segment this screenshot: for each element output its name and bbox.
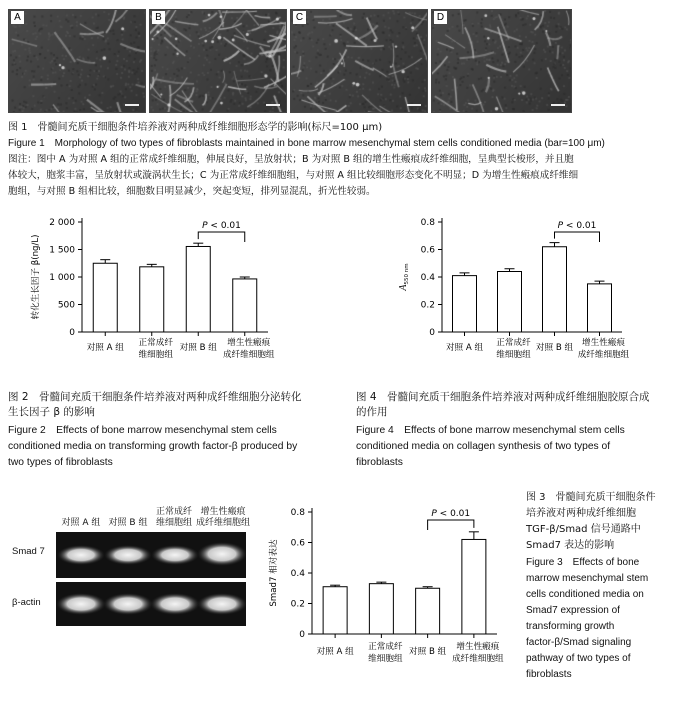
fig3-title-en-2: marrow mesenchymal stem: [526, 573, 649, 584]
cell-texture-b: [150, 10, 287, 113]
fig3-title-cn-2: 培养液对两种成纤维细胞: [526, 508, 636, 519]
fig3-title-en-5: transforming growth: [526, 621, 615, 632]
x-tick-label: 增生性瘢痕: [582, 338, 625, 348]
x-tick-label: 正常成纤: [496, 338, 531, 348]
significance-label: P < 0.01: [431, 509, 471, 519]
band-actin-2: [103, 593, 153, 615]
bar: [453, 276, 477, 332]
x-tick-label: 对照 B 组: [409, 647, 447, 657]
fig3-bar-chart: [265, 492, 520, 697]
fig3-title-en-3: cells conditioned media on: [526, 589, 644, 600]
y-tick-label: 500: [57, 300, 75, 311]
fig2-title-en-1: Figure 2 Effects of bone marrow mesenchymal stem cells: [8, 425, 277, 436]
gel-bands-smad7: [56, 532, 246, 578]
y-tick-label: 0.8: [290, 508, 305, 518]
y-tick-label: 1 000: [49, 273, 75, 283]
x-tick-label: 对照 B 组: [179, 343, 217, 353]
x-tick-label: 正常成纤: [368, 642, 403, 652]
bar: [93, 263, 117, 332]
fig4-title-cn-1: 图 4 骨髓间充质干细胞条件培养液对两种成纤维细胞胶原合成: [356, 391, 650, 403]
fig4-title-en-1: Figure 4 Effects of bone marrow mesenchymal stem cells: [356, 425, 625, 436]
x-tick-label: 正常成纤: [138, 338, 173, 348]
band-actin-1: [56, 593, 106, 615]
significance-label: P < 0.01: [202, 221, 241, 231]
x-tick-label: 成纤维细胞组: [452, 654, 504, 664]
bar: [233, 279, 257, 332]
panel-label-c: C: [293, 11, 306, 24]
micrograph-d: [431, 9, 572, 113]
y-tick-label: 0.4: [290, 569, 305, 579]
y-tick-label: 0.6: [290, 538, 305, 549]
fig3-title-en-4: Smad7 expression of: [526, 605, 620, 616]
fig1-note-line-2: 体较大，胞浆丰富，呈放射状或漩涡状生长；C 为正常成纤维细胞组，与对照 A 组比较细胞形态变化不明显；D 为增生性瘢痕成纤维细: [8, 170, 579, 181]
x-tick-label: 对照 A 组: [86, 343, 124, 353]
x-tick-label: 维细胞组: [138, 350, 173, 360]
x-tick-label: 成纤维细胞组: [577, 350, 630, 360]
y-tick-label: 0: [299, 630, 305, 640]
fig4-title-en-2: conditioned media on collagen synthesis of two types of: [356, 441, 611, 452]
gel-image-smad7: [56, 532, 246, 578]
fig2-title-cn-1: 图 2 骨髓间充质干细胞条件培养液对两种成纤维细胞分泌转化: [8, 391, 302, 403]
gel-row-label-smad7: Smad 7: [12, 546, 45, 557]
significance-bracket: [428, 520, 474, 530]
scale-bar: [125, 104, 139, 106]
micrograph-a: [8, 9, 146, 113]
fig1-note-line-1: 图注：图中 A 为对照 A 组的正常成纤维细胞，伸展良好，呈放射状；B 为对照 B 组的增生性瘢痕成纤维细胞，呈典型长梭形，并且胞: [8, 154, 574, 165]
fig4-title-en-3: fibroblasts: [356, 457, 403, 468]
bar: [498, 272, 522, 333]
bar: [369, 584, 393, 634]
fig3-title-cn-1: 图 3 骨髓间充质干细胞条件: [526, 492, 656, 503]
gel-row-label-beta-actin: β-actin: [12, 597, 41, 608]
band-actin-3: [150, 593, 200, 615]
gel-lane-label-1: 对照 A 组: [61, 518, 101, 528]
cell-texture-a: [9, 10, 146, 113]
bar: [543, 247, 567, 332]
significance-label: P < 0.01: [557, 221, 597, 231]
fig2-title-en-3: two types of fibroblasts: [8, 457, 113, 468]
fig4-bar-chart: [350, 210, 673, 385]
gel-lane-label-2: 对照 B 组: [108, 518, 148, 528]
y-tick-label: 0.2: [420, 300, 435, 311]
y-axis-label: 转化生长因子 β(ng/L): [31, 234, 41, 320]
fig3-title-cn-4: Smad7 表达的影响: [526, 540, 615, 551]
y-axis-label: Smad7 相对表达: [269, 539, 279, 607]
scale-bar: [407, 104, 421, 106]
fig3-title-en-8: fibroblasts: [526, 669, 572, 680]
bar: [140, 267, 164, 332]
x-tick-label: 成纤维细胞组: [222, 350, 275, 360]
scale-bar: [266, 104, 280, 106]
x-tick-label: 维细胞组: [368, 654, 403, 664]
scale-bar: [551, 104, 565, 106]
fig1-caption-cn: 图 1 骨髓间充质干细胞条件培养液对两种成纤维细胞形态学的影响(标尺=100 μm): [8, 122, 383, 133]
x-tick-label: 维细胞组: [496, 350, 531, 360]
fig4-title-cn-2: 的作用: [356, 406, 388, 418]
band-actin-4: [197, 593, 246, 615]
bar: [462, 539, 486, 634]
x-tick-label: 增生性瘢痕: [456, 642, 500, 652]
x-tick-label: 增生性瘢痕: [227, 338, 271, 348]
fig3-title-en-1: Figure 3 Effects of bone: [526, 557, 640, 568]
y-tick-label: 2 000: [49, 218, 75, 228]
y-tick-label: 0: [429, 328, 435, 338]
cell-texture-d: [432, 10, 572, 113]
panel-label-d: D: [434, 11, 447, 24]
y-tick-label: 0.2: [290, 599, 305, 610]
band-smad7-4: [197, 542, 246, 566]
bar: [588, 284, 612, 332]
y-tick-label: 0.4: [420, 273, 435, 283]
y-axis-label: $A_{550 nm}$: [398, 263, 410, 291]
band-smad7-1: [57, 545, 105, 565]
gel-lane-label-4: 增生性瘢痕 成纤维细胞组: [195, 507, 250, 528]
fig2-bar-chart: [0, 210, 330, 385]
significance-bracket: [555, 232, 600, 242]
y-tick-label: 0.8: [420, 218, 435, 228]
band-smad7-2: [104, 545, 152, 565]
gel-lane-label-3: 正常成纤 维细胞组: [155, 507, 192, 528]
y-tick-label: 1 500: [49, 245, 75, 256]
x-tick-label: 对照 A 组: [445, 343, 484, 353]
micrograph-b: [149, 9, 287, 113]
fig3-title-en-6: factor-β/Smad signaling: [526, 637, 632, 648]
fig3-title-cn-3: TGF-β/Smad 信号通路中: [526, 524, 641, 535]
x-tick-label: 对照 B 组: [535, 343, 574, 353]
y-tick-label: 0: [69, 328, 75, 338]
gel-image-beta-actin: [56, 582, 246, 626]
fig2-title-cn-2: 生长因子 β 的影响: [8, 406, 95, 418]
fig1-note-line-3: 胞组，与对照 B 组相比较，细胞数目明显减少，突起变短，排列显混乱，折光性较弱。: [8, 186, 376, 197]
fig2-title-en-2: conditioned media on transforming growth factor-β produced by: [8, 441, 298, 452]
x-tick-label: 对照 A 组: [316, 647, 354, 657]
bar: [186, 246, 210, 332]
significance-bracket: [198, 232, 245, 242]
y-tick-label: 0.6: [420, 245, 435, 256]
band-smad7-3: [151, 545, 199, 565]
micrograph-c: [290, 9, 428, 113]
cell-texture-c: [291, 10, 428, 113]
panel-label-b: B: [152, 11, 165, 24]
fig3-title-en-7: pathway of two types of: [526, 653, 631, 664]
gel-bands-beta-actin: [56, 582, 246, 626]
bar: [416, 588, 440, 634]
panel-label-a: A: [11, 11, 24, 24]
bar: [323, 587, 347, 634]
fig1-caption-en: Figure 1 Morphology of two types of fibroblasts maintained in bone marrow mesenchymal stem cells conditioned media (bar=100 μm): [8, 138, 605, 149]
